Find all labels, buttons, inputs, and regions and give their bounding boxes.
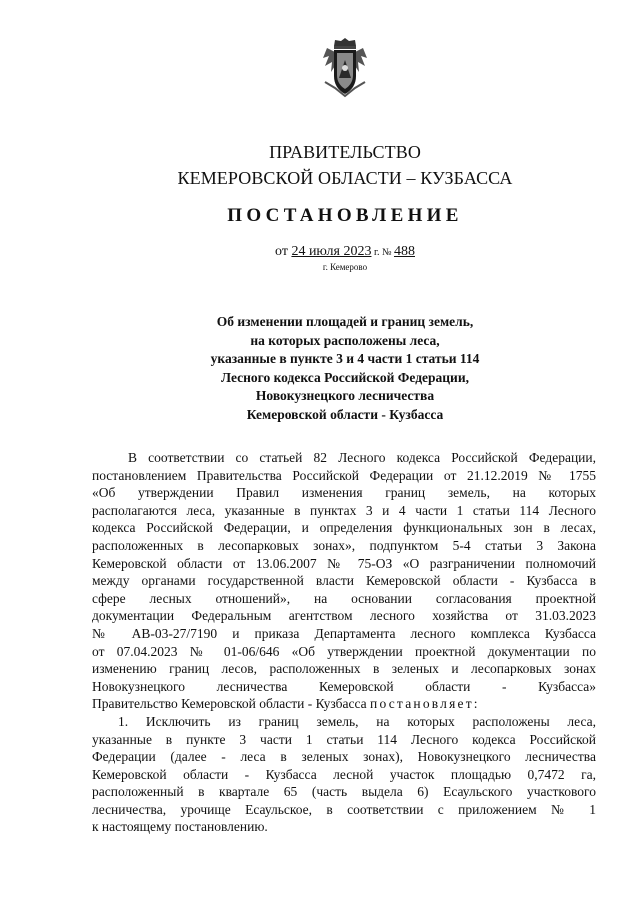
document-date: 24 июля 2023 [291,244,372,259]
body-line: указанные в пункте 3 части 1 статьи 114 Лесного кодекса Российской [92,731,596,747]
document-type-title: ПОСТАНОВЛЕНИЕ [227,205,463,226]
document-number: 488 [393,244,415,259]
body-line: располагаются леса, указанные в пунктах 3 и 4 части 1 статьи 114 Лесного [92,502,596,518]
document-date-number [0,244,640,260]
resolution-verb: постановляет: [370,696,480,712]
body-line: расположенных в лесопарковых зонах», подпунктом 5-4 статьи 3 Закона [92,537,596,553]
clause-1-paragraph [92,713,596,836]
body-line: Федерации (далее - леса в зеленых зонах), Новокузнецкого лесничества [92,749,596,765]
body-line: Кемеровской области - Кузбасса лесной участок площадью 0,7472 га, [92,766,596,782]
resolution-subject: Правительство Кемеровской области - Кузбасса [92,696,371,712]
body-line: Новокузнецкого лесничества Кемеровской области - Кузбасса» [92,678,596,694]
body-line: В соответствии со статьей 82 Лесного кодекса Российской Федерации, [128,450,596,465]
body-line-resolution [92,695,596,713]
body-line: сфере лесных отношений», на основании согласования проектной [92,590,596,606]
government-name-line1: ПРАВИТЕЛЬСТВО [269,142,421,162]
kemerovo-coat-of-arms-icon [321,38,369,98]
subject-line: Новокузнецкого лесничества [255,388,435,403]
subject-line: Кемеровской области - Кузбасса [246,406,444,422]
date-prefix: от [275,244,292,259]
body-line: лесничества, урочище Есаульское, в соответствии с приложением № 1 [92,801,596,817]
body-line: от 07.04.2023 № 01-06/646 «Об утверждении проектной документации по [92,643,596,659]
subject-line: Об изменении площадей и границ земель, [216,314,474,329]
body-line: «Об утверждении Правил изменения границ земель, на которых [92,485,596,501]
body-line: постановлением Правительства Российской Федерации от 21.12.2019 № 1755 [92,467,596,483]
subject-line: Лесного кодекса Российской Федерации, [221,369,469,385]
body-line: 1. Исключить из границ земель, на которых расположены леса, [118,713,596,729]
subject-line: указанные в пункте 3 и 4 части 1 статьи 114 [210,351,480,366]
document-body [92,449,596,836]
body-line: № АВ-03-27/7190 и приказа Департамента лесного комплекса Кузбасса [92,625,596,641]
body-line: кодекса Российской Федерации, и определения функциональных зон в лесах, [92,520,596,536]
subject-line: на которых расположены леса, [250,332,440,348]
document-subject [150,313,540,424]
body-line: расположенный в квартале 65 (часть выдела 6) Есаульского участкового [92,784,596,800]
body-line: Кемеровской области от 13.06.2007 № 75-ОЗ «О разграничении полномочий [92,555,596,571]
body-line: между органами государственной власти Кемеровской области - Кузбасса в [92,573,596,589]
body-line: к настоящему постановлению. [92,819,268,835]
government-name-line2: КЕМЕРОВСКОЙ ОБЛАСТИ – КУЗБАССА [177,168,513,188]
body-line: документации Федеральным агентством лесного хозяйства от 31.03.2023 [92,608,596,624]
body-line: изменению границ лесов, расположенных в зеленых и лесопарковых зонах [92,661,596,677]
preamble-paragraph [92,449,596,713]
document-city: г. Кемерово [322,262,368,272]
year-number-label: г. № [371,247,394,258]
